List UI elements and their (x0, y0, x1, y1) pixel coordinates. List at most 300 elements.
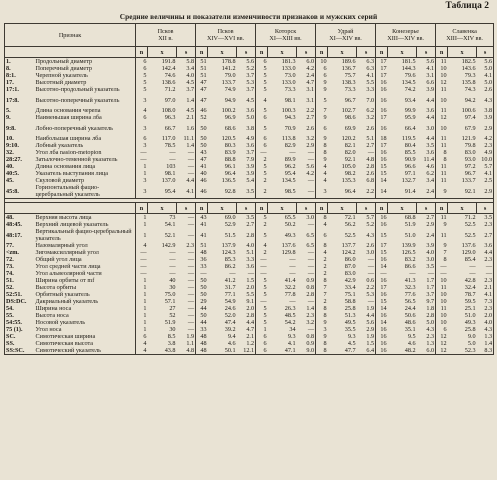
value-cell: 5.6 (426, 58, 435, 65)
table-row (5, 72, 494, 79)
value-cell: 103 (166, 163, 176, 170)
value-cell: 83.0 (464, 149, 476, 156)
feature-label: Поперечный диаметр (35, 65, 92, 72)
value-cell: — (187, 156, 195, 163)
value-cell: 5.7 (366, 214, 375, 221)
value-cell: — (187, 221, 195, 228)
stats-header-2: s (177, 203, 196, 214)
value-cell: 77.1 (224, 291, 236, 298)
value-cell: 48.6 (404, 319, 416, 326)
value-cell: 6 (136, 333, 148, 340)
value-cell: 4 (256, 242, 268, 249)
feature-code: 17:1. (6, 86, 19, 93)
value-cell: — (229, 270, 236, 277)
feature-label: Орбитный указатель (35, 291, 90, 298)
feature-code: 75 (1). (6, 326, 23, 333)
value-cell: — (469, 263, 476, 270)
value-cell: 94.3 (284, 114, 296, 121)
stats-header-2: s (477, 47, 494, 58)
value-cell: 3.6 (246, 263, 255, 270)
feature-code: 8. (6, 65, 11, 72)
value-cell: 15 (376, 163, 388, 170)
group-header: Которск XI—XIII вв. (256, 24, 316, 47)
value-cell: — (427, 270, 435, 277)
value-cell: 0.8 (306, 284, 315, 291)
value-cell: 10 (436, 319, 448, 326)
value-cell: 2.4 (426, 231, 435, 239)
value-cell: 30 (169, 326, 176, 333)
value-cell: 2.3 (484, 256, 493, 263)
feature-label: Угол лба nasion-metopion (35, 149, 102, 156)
value-cell: 79.0 (224, 72, 236, 79)
value-cell: 5 (256, 228, 268, 242)
value-cell: 67.9 (464, 124, 476, 132)
table-row (5, 319, 494, 326)
value-cell: 133.0 (281, 79, 296, 86)
value-cell: 48 (196, 333, 208, 340)
value-cell: 8 (316, 242, 328, 249)
value-cell: 141.2 (221, 65, 236, 72)
value-cell: 6 (256, 142, 268, 149)
stats-header-1: x (208, 47, 237, 58)
value-cell: 35.1 (404, 326, 416, 333)
value-cell: 5.0 (246, 114, 255, 121)
stats-header-2: s (297, 203, 316, 214)
value-cell: 82.0 (344, 149, 356, 156)
table-row (5, 114, 494, 121)
value-cell: 3.6 (246, 142, 255, 149)
value-cell: 2.3 (484, 305, 493, 312)
value-cell: 9 (436, 242, 448, 249)
value-cell: 46 (196, 184, 208, 199)
value-cell: 50.6 (404, 312, 416, 319)
value-cell: 6.5 (306, 242, 315, 249)
value-cell: 51 (196, 242, 208, 249)
table-row (5, 170, 494, 177)
value-cell: 16 (376, 291, 388, 298)
value-cell: 4.5 (246, 96, 255, 104)
table-row (5, 284, 494, 291)
feature-label: Указатель выступания лица (35, 170, 109, 177)
value-cell: 1.9 (366, 333, 375, 340)
value-cell: 9.0 (306, 347, 315, 354)
value-cell: 41 (196, 228, 208, 242)
value-cell: 6 (316, 228, 328, 242)
value-cell: 52 (169, 312, 176, 319)
value-cell: 80.3 (224, 142, 236, 149)
value-cell: — (307, 187, 315, 195)
value-cell: 18 (376, 135, 388, 142)
value-cell: 11.4 (423, 156, 435, 163)
value-cell: 43.8 (164, 347, 176, 354)
value-cell: 41 (196, 221, 208, 228)
value-cell: 17 (376, 142, 388, 149)
value-cell: 1.4 (484, 340, 493, 347)
value-cell: 3.6 (484, 242, 493, 249)
value-cell: 11 (436, 228, 448, 242)
value-cell: 3.7 (186, 86, 195, 93)
value-cell: 4 (136, 340, 148, 347)
value-cell: 4 (136, 242, 148, 249)
feature-code: 32. (6, 149, 14, 156)
value-cell: — (307, 221, 315, 228)
feature-label: Черепной указатель (35, 72, 88, 79)
value-cell: — (367, 256, 375, 263)
value-cell: 31.7 (224, 284, 236, 291)
value-cell: 4.0 (484, 319, 493, 326)
value-cell: 1 (136, 163, 148, 170)
value-cell: 3.7 (246, 86, 255, 93)
value-cell: 1.4 (186, 96, 195, 104)
value-cell: — (436, 263, 448, 270)
feature-label: Дакриальный указатель (35, 298, 99, 305)
value-cell: 17 (376, 72, 388, 79)
value-cell: — (187, 214, 195, 221)
value-cell: 6 (256, 114, 268, 121)
value-cell: 100.3 (281, 107, 296, 114)
value-cell: 42.9 (344, 277, 356, 284)
value-cell: 10 (316, 58, 328, 66)
stats-header-0: n (436, 47, 448, 58)
value-cell: 3.9 (484, 114, 493, 121)
feature-code: SS. (6, 340, 15, 347)
value-cell: 9 (316, 156, 328, 163)
value-cell: — (376, 270, 388, 277)
value-cell: 6 (256, 333, 268, 340)
value-cell: 9 (316, 135, 328, 142)
value-cell: 12.1 (243, 347, 255, 354)
value-cell: 1.7 (426, 277, 435, 284)
table-row (5, 163, 494, 170)
value-cell: 16 (376, 79, 388, 86)
feature-label: Скуловой диаметр (35, 177, 85, 184)
value-cell: 14 (376, 184, 388, 199)
feature-label: Высотно-поперечный указатель (35, 96, 120, 104)
value-cell: — (485, 270, 493, 277)
value-cell: 68.8 (404, 214, 416, 221)
value-cell: 54.1 (164, 221, 176, 228)
value-cell: 44 (196, 305, 208, 312)
value-cell: 5.2 (366, 221, 375, 228)
value-cell: 52.5 (464, 231, 476, 239)
value-cell: 49.3 (464, 319, 476, 326)
feature-code: 77. (6, 242, 14, 249)
stats-header-2: s (417, 47, 436, 58)
value-cell: 8 (316, 347, 328, 355)
value-cell: 2 (316, 298, 328, 305)
value-cell: 16 (376, 326, 388, 333)
value-cell: 8 (436, 156, 448, 163)
stats-header-blank (5, 203, 136, 214)
value-cell: 4.8 (186, 347, 195, 354)
value-cell: 17 (376, 242, 388, 249)
value-cell: — (136, 149, 148, 156)
value-cell: 5.1 (366, 135, 375, 142)
value-cell: 16 (376, 107, 388, 114)
value-cell: 77.8 (284, 291, 296, 298)
feature-label: Вертикальный фацио-церебральный указатель (35, 228, 132, 242)
value-cell: 3.0 (426, 256, 435, 263)
value-cell: 11 (436, 177, 448, 184)
value-cell: 5 (256, 214, 268, 222)
value-cell: 49.3 (284, 231, 296, 239)
value-cell: — (187, 291, 195, 298)
value-cell: 5 (256, 79, 268, 86)
value-cell: 6 (256, 340, 268, 347)
data-table (4, 23, 494, 355)
stats-header-0: n (316, 47, 328, 58)
value-cell: 51 (196, 65, 208, 72)
stats-header-2: s (297, 47, 316, 58)
stats-header-blank (5, 47, 136, 58)
table-row (5, 242, 494, 249)
feature-label: Высотный диаметр (35, 79, 87, 86)
stats-header-1: x (328, 203, 357, 214)
table-row (5, 142, 494, 149)
value-cell: 1.9 (186, 333, 195, 340)
value-cell: 9 (316, 79, 328, 86)
value-cell: 134.5 (281, 177, 296, 184)
value-cell: 3 (136, 93, 148, 107)
stats-header-1: x (268, 203, 297, 214)
value-cell: 5.6 (484, 58, 493, 65)
value-cell: 3.6 (426, 107, 435, 114)
value-cell: 96.7 (464, 170, 476, 177)
value-cell: — (187, 277, 195, 284)
value-cell: 5.5 (246, 291, 255, 298)
value-cell: 6.6 (426, 79, 435, 86)
feature-label: Наибольшая ширина лба (35, 135, 102, 142)
value-cell: 48.2 (404, 347, 416, 354)
value-cell: 4.6 (407, 340, 416, 347)
value-cell: 5.6 (366, 319, 375, 326)
value-cell: 10 (436, 312, 448, 319)
value-cell: 17 (376, 284, 388, 291)
value-cell: — (307, 326, 315, 333)
value-cell: 4.5 (186, 79, 195, 86)
value-cell: 48.5 (284, 312, 296, 319)
value-cell: 72.1 (344, 214, 356, 221)
value-cell: 59.5 (464, 298, 476, 305)
value-cell: 5 (256, 72, 268, 79)
value-cell: 3.2 (306, 319, 315, 326)
value-cell: 39.2 (224, 326, 236, 333)
feature-label: Затылочно-теменной указатель (35, 156, 118, 163)
value-cell: 3.1 (306, 96, 315, 104)
value-cell: 73.0 (284, 72, 296, 79)
value-cell: 1.5 (246, 277, 255, 284)
value-cell: 7 (436, 249, 448, 256)
value-cell: 92.1 (344, 156, 356, 163)
stats-header-2: s (417, 203, 436, 214)
value-cell: 8 (316, 214, 328, 222)
value-cell: 47.1 (284, 347, 296, 354)
feature-code: 55. (6, 312, 14, 319)
stats-header-0: n (316, 203, 328, 214)
value-cell: 17 (376, 65, 388, 72)
value-cell: 6 (136, 135, 148, 142)
table-row (5, 177, 494, 184)
value-cell: 88.8 (224, 156, 236, 163)
value-cell: — (367, 263, 375, 270)
value-cell: 9.1 (246, 298, 255, 305)
feature-code: 52:51. (6, 291, 22, 298)
stats-header-2: s (237, 203, 256, 214)
value-cell: 4.1 (484, 170, 493, 177)
value-cell: 4.6 (426, 163, 435, 170)
value-cell: 4 (316, 170, 328, 177)
value-cell: 16 (376, 156, 388, 163)
value-cell: — (136, 270, 148, 277)
value-cell: 135.3 (341, 177, 356, 184)
value-cell: 8.5 (167, 333, 176, 340)
feature-code: 74. (6, 270, 14, 277)
value-cell: 120.2 (341, 135, 356, 142)
feature-code: 28:27. (6, 156, 22, 163)
value-cell: 96.1 (224, 163, 236, 170)
value-cell: 12 (436, 114, 448, 121)
value-cell: 41 (196, 163, 208, 170)
value-cell: 2.7 (366, 142, 375, 149)
value-cell: 134.5 (401, 79, 416, 86)
value-cell: 93.0 (464, 156, 476, 163)
value-cell: 54.2 (284, 319, 296, 326)
value-cell: 47 (196, 156, 208, 163)
value-cell: 120.5 (221, 135, 236, 142)
value-cell: 74.3 (464, 86, 476, 93)
value-cell: 178.8 (221, 58, 236, 65)
value-cell: 3.8 (167, 340, 176, 347)
value-cell: 66.7 (164, 124, 176, 132)
value-cell: 3.9 (246, 163, 255, 170)
table-body-upper (5, 47, 494, 199)
value-cell: 52.1 (164, 231, 176, 239)
value-cell: 3 (316, 326, 328, 333)
value-cell: 1.3 (426, 340, 435, 347)
value-cell: 6.3 (366, 65, 375, 72)
value-cell: 2 (316, 270, 328, 277)
table-row (5, 65, 494, 72)
value-cell: 47.4 (224, 319, 236, 326)
value-cell: 11 (436, 163, 448, 170)
value-cell: 3.8 (484, 107, 493, 114)
value-cell: 3.9 (426, 242, 435, 249)
value-cell: 91.4 (404, 187, 416, 195)
value-cell: 3 (136, 142, 148, 149)
value-cell: 5 (256, 291, 268, 298)
value-cell: 11 (436, 58, 448, 66)
value-cell: 43 (196, 149, 208, 156)
value-cell: 9 (436, 221, 448, 228)
value-cell: 16 (376, 333, 388, 340)
value-cell: 2.9 (306, 142, 315, 149)
stats-header-1: x (388, 47, 417, 58)
stats-header-0: n (196, 47, 208, 58)
stats-header-1: x (388, 203, 417, 214)
feature-label: Назомалярный угол (35, 242, 88, 249)
value-cell: 10 (436, 93, 448, 107)
value-cell: 2.9 (484, 187, 493, 195)
value-cell: 33 (196, 263, 208, 270)
value-cell: 1.7 (426, 284, 435, 291)
value-cell: — (256, 256, 268, 263)
value-cell: 6 (316, 65, 328, 72)
value-cell: 9.7 (426, 298, 435, 305)
value-cell: 189.6 (341, 58, 356, 65)
value-cell: 6 (436, 326, 448, 333)
value-cell: 4.5 (347, 340, 356, 347)
feature-code: 54:55. (6, 319, 22, 326)
feature-label: Зигомаксиллярный угол (35, 249, 99, 256)
value-cell: — (469, 270, 476, 277)
value-cell: — (187, 263, 195, 270)
feature-code: 8:1. (6, 72, 16, 79)
stats-header-1: x (148, 203, 177, 214)
value-cell: 52.3 (464, 347, 476, 354)
value-cell: 1 (136, 214, 148, 222)
value-cell: 181.5 (401, 58, 416, 65)
feature-code: 73. (6, 263, 14, 270)
value-cell: 9 (316, 114, 328, 121)
value-cell: 139.9 (401, 242, 416, 249)
feature-code: SS:SC. (6, 347, 25, 354)
value-cell: 4.4 (426, 96, 435, 104)
feature-label: Ширина орбиты от mf (35, 277, 95, 284)
value-cell: 5.0 (484, 65, 493, 72)
value-cell: 2.3 (484, 221, 493, 228)
feature-code: 51. (6, 277, 14, 284)
value-cell: 5 (256, 277, 268, 284)
feature-label: Верхний лицевой указатель (35, 221, 109, 228)
table-row (5, 347, 494, 355)
value-cell: 4.3 (484, 96, 493, 104)
value-cell: 41.3 (404, 277, 416, 284)
value-cell: 4.1 (366, 72, 375, 79)
value-cell: 1 (136, 291, 148, 298)
value-cell: 14 (376, 305, 388, 312)
value-cell: 50 (196, 277, 208, 284)
value-cell: 42.8 (464, 277, 476, 284)
value-cell: 4 (136, 347, 148, 355)
value-cell: — (187, 312, 195, 319)
value-cell: 1 (136, 284, 148, 291)
value-cell: 93.4 (404, 96, 416, 104)
feature-label: Угол средней части лица (35, 263, 101, 270)
stats-header-0: n (136, 203, 148, 214)
value-cell: 1 (136, 312, 148, 319)
value-cell: 1 (136, 305, 148, 312)
stats-header-2: s (177, 47, 196, 58)
value-cell: 83.9 (224, 149, 236, 156)
value-cell: 4.4 (426, 135, 435, 142)
value-cell: 5 (316, 93, 328, 107)
feature-label: Угол альвеолярной части (35, 270, 102, 277)
value-cell: — (136, 156, 148, 163)
value-cell: 5.8 (186, 58, 195, 65)
stats-header-1: x (328, 47, 357, 58)
value-cell: 50 (196, 284, 208, 291)
value-cell: 85.4 (464, 256, 476, 263)
value-cell: 25.1 (464, 305, 476, 312)
value-cell: 4.2 (306, 170, 315, 177)
value-cell: 24.4 (404, 305, 416, 312)
value-cell: 3 (316, 184, 328, 199)
value-cell: — (187, 170, 195, 177)
value-cell: 68.6 (224, 124, 236, 132)
value-cell: 11 (436, 305, 448, 312)
value-cell: 5 (256, 305, 268, 312)
value-cell: 83.2 (404, 256, 416, 263)
